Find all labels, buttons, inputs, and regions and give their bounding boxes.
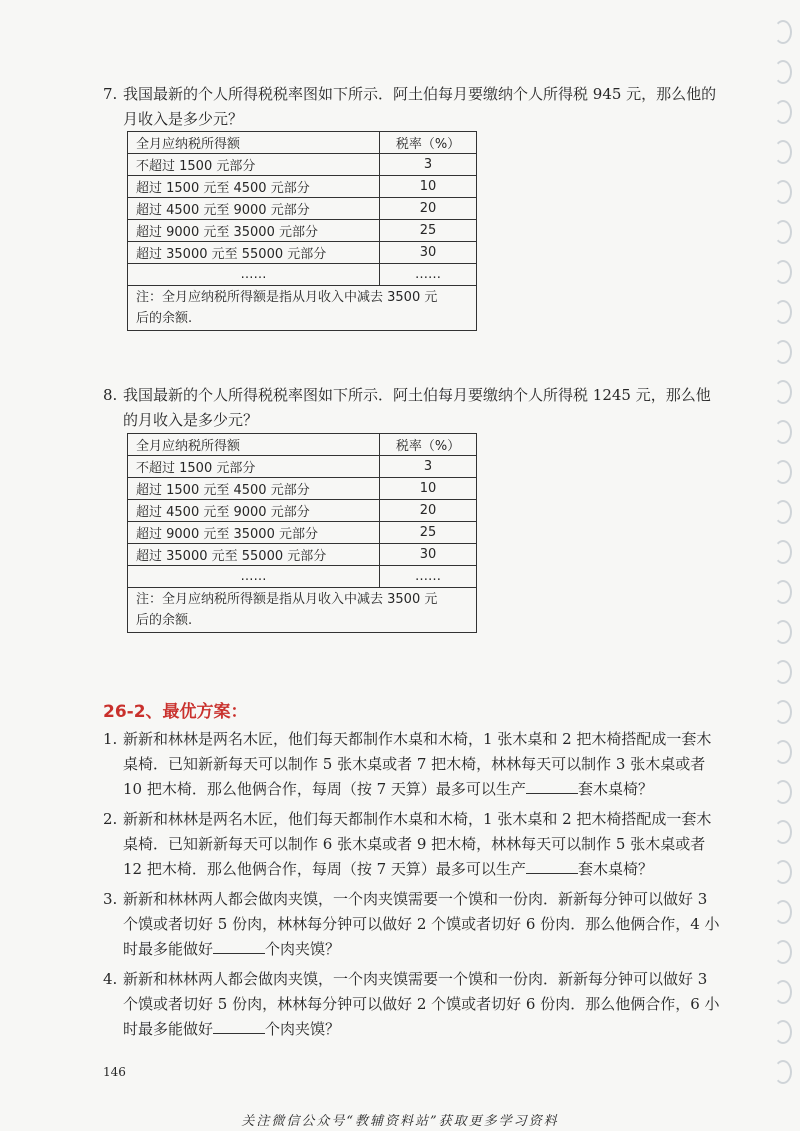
question-text: 新新和林林是两名木匠，他们每天都制作木桌和木椅，1 张木桌和 2 把木椅搭配成一套木	[123, 730, 712, 748]
table-header-range: 全月应纳税所得额	[128, 434, 380, 456]
table-note-line: 后的余额.	[136, 311, 193, 326]
table-note	[128, 286, 477, 331]
question-text: 10 把木椅．那么他俩合作，每周（按 7 天算）最多可以生产	[123, 780, 526, 798]
table-row	[128, 456, 477, 478]
problem-3	[103, 887, 723, 962]
spiral-binding	[760, 10, 800, 1120]
table-row	[128, 566, 477, 588]
table-row	[128, 242, 477, 264]
section-title: 26-2、最优方案：	[103, 702, 248, 722]
table-cell: 3	[380, 456, 477, 478]
table-cell: ……	[380, 566, 477, 588]
question-number: 2.	[103, 810, 118, 828]
table-cell: 超过 9000 元至 35000 元部分	[128, 522, 380, 544]
table-note-line: 注：全月应纳税所得额是指从月收入中减去 3500 元	[136, 592, 438, 607]
table-cell: ……	[128, 264, 380, 286]
table-cell: 超过 1500 元至 4500 元部分	[128, 478, 380, 500]
question-text: 我国最新的个人所得税税率图如下所示．阿土伯每月要缴纳个人所得税 1245 元，那么他	[123, 386, 711, 404]
question-text: 个馍或者切好 5 份肉，林林每分钟可以做好 2 个馍或者切好 6 份肉．那么他俩合作，6 小	[123, 995, 720, 1013]
question-text: 个肉夹馍？	[265, 1020, 341, 1038]
table-row	[128, 176, 477, 198]
table-cell: 25	[380, 522, 477, 544]
table-cell: 30	[380, 544, 477, 566]
table-cell: 超过 4500 元至 9000 元部分	[128, 198, 380, 220]
table-header-rate: 税率（%）	[380, 132, 477, 154]
question-text: 套木桌椅？	[577, 860, 653, 878]
table-cell: 25	[380, 220, 477, 242]
table-cell: 10	[380, 176, 477, 198]
question-number: 8.	[103, 386, 118, 404]
question-text: 套木桌椅？	[577, 780, 653, 798]
table-cell: 超过 4500 元至 9000 元部分	[128, 500, 380, 522]
table-cell: 10	[380, 478, 477, 500]
question-text: 新新和林林两人都会做肉夹馍，一个肉夹馍需要一个馍和一份肉．新新每分钟可以做好 3	[123, 890, 708, 908]
table-header-row	[128, 434, 477, 456]
table-note-line: 后的余额.	[136, 613, 193, 628]
table-row	[128, 478, 477, 500]
table-note-row	[128, 588, 477, 633]
table-cell: ……	[380, 264, 477, 286]
table-note-line: 注：全月应纳税所得额是指从月收入中减去 3500 元	[136, 290, 438, 305]
footer-watermark: 关注微信公众号“教辅资料站”获取更多学习资料	[241, 1114, 559, 1129]
table-note	[128, 588, 477, 633]
table-row	[128, 264, 477, 286]
table-row	[128, 522, 477, 544]
table-row	[128, 154, 477, 176]
problem-1	[103, 727, 723, 802]
table-cell: 不超过 1500 元部分	[128, 456, 380, 478]
question-number: 7.	[103, 85, 118, 103]
tax-rate-table	[127, 131, 477, 331]
question-text: 桌椅．已知新新每天可以制作 6 张木桌或者 9 把木椅，林林每天可以制作 5 张木桌或者	[123, 835, 706, 853]
table-row	[128, 544, 477, 566]
tax-rate-table	[127, 433, 477, 633]
table-row	[128, 220, 477, 242]
problem-4	[103, 967, 723, 1042]
table-cell: 不超过 1500 元部分	[128, 154, 380, 176]
question-text: 个馍或者切好 5 份肉，林林每分钟可以做好 2 个馍或者切好 6 份肉．那么他俩合作，4 小	[123, 915, 720, 933]
question-number: 3.	[103, 890, 118, 908]
table-cell: 20	[380, 500, 477, 522]
table-cell: 超过 1500 元至 4500 元部分	[128, 176, 380, 198]
table-cell: ……	[128, 566, 380, 588]
answer-blank[interactable]	[526, 859, 578, 874]
question-text: 我国最新的个人所得税税率图如下所示．阿土伯每月要缴纳个人所得税 945 元，那么他的	[123, 85, 717, 103]
table-header-rate: 税率（%）	[380, 434, 477, 456]
question-text: 个肉夹馍？	[265, 940, 341, 958]
question-text: 桌椅．已知新新每天可以制作 5 张木桌或者 7 把木椅，林林每天可以制作 3 张木桌或者	[123, 755, 706, 773]
question-text: 月收入是多少元？	[123, 110, 244, 128]
table-cell: 超过 35000 元至 55000 元部分	[128, 544, 380, 566]
table-cell: 超过 9000 元至 35000 元部分	[128, 220, 380, 242]
question-text: 时最多能做好	[123, 1020, 214, 1038]
question-8	[103, 383, 723, 433]
question-text: 新新和林林两人都会做肉夹馍，一个肉夹馍需要一个馍和一份肉．新新每分钟可以做好 3	[123, 970, 708, 988]
question-7	[103, 82, 723, 132]
table-header-range: 全月应纳税所得额	[128, 132, 380, 154]
problem-2	[103, 807, 723, 882]
question-text: 新新和林林是两名木匠，他们每天都制作木桌和木椅，1 张木桌和 2 把木椅搭配成一套木	[123, 810, 712, 828]
table-note-row	[128, 286, 477, 331]
question-text: 12 把木椅．那么他俩合作，每周（按 7 天算）最多可以生产	[123, 860, 526, 878]
table-cell: 超过 35000 元至 55000 元部分	[128, 242, 380, 264]
table-cell: 30	[380, 242, 477, 264]
answer-blank[interactable]	[213, 1019, 265, 1034]
question-text: 时最多能做好	[123, 940, 214, 958]
table-cell: 20	[380, 198, 477, 220]
answer-blank[interactable]	[526, 779, 578, 794]
answer-blank[interactable]	[213, 939, 265, 954]
table-cell: 3	[380, 154, 477, 176]
table-header-row	[128, 132, 477, 154]
table-row	[128, 500, 477, 522]
question-text: 的月收入是多少元？	[123, 411, 259, 429]
question-number: 4.	[103, 970, 118, 988]
table-row	[128, 198, 477, 220]
question-number: 1.	[103, 730, 118, 748]
page-number: 146	[103, 1065, 126, 1079]
